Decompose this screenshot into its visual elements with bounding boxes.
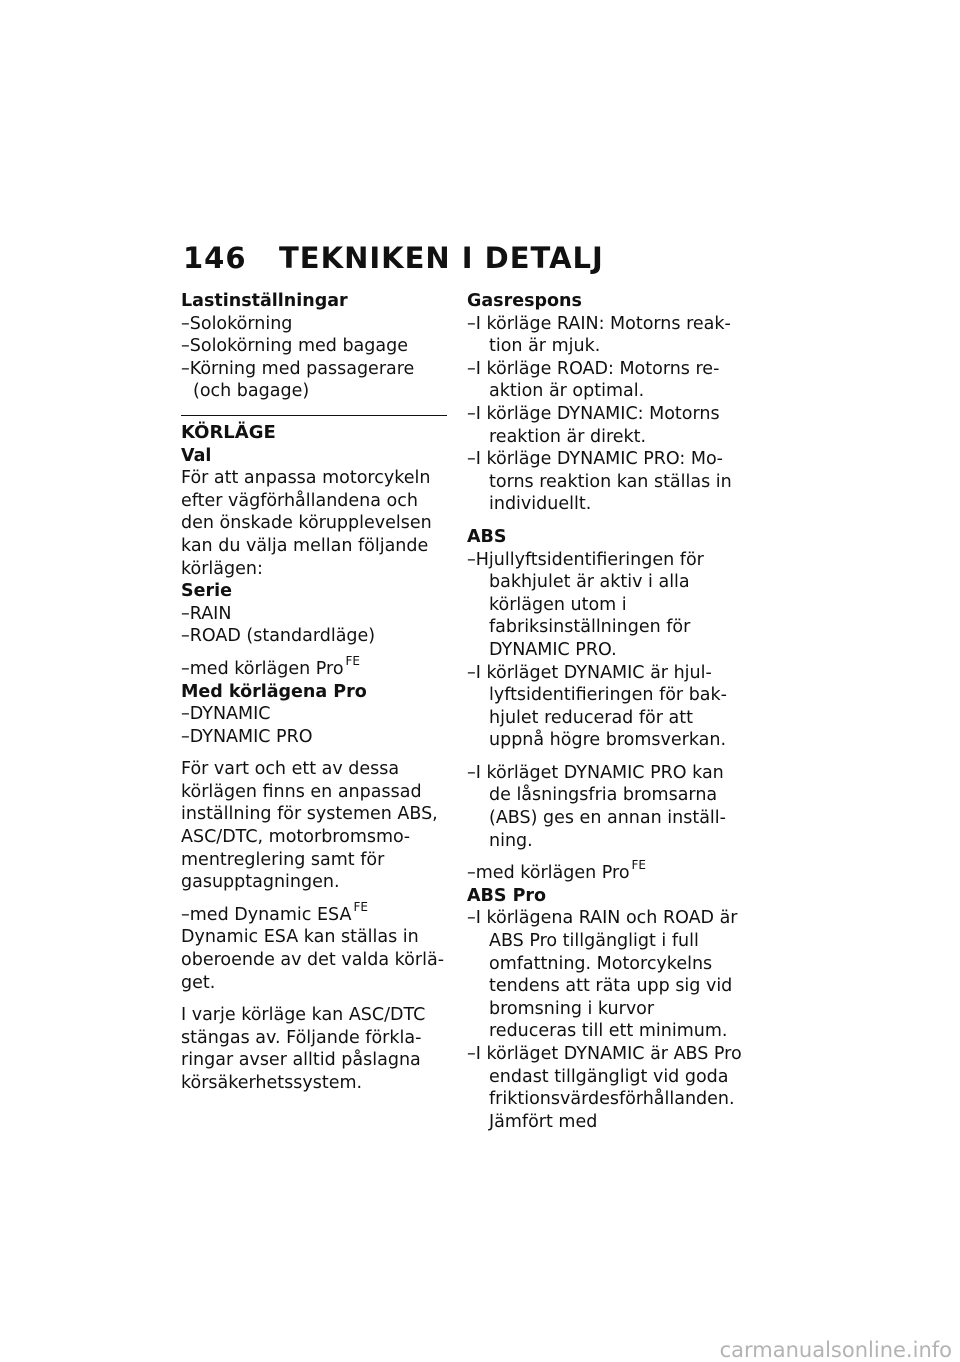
val-heading: Val [181,445,212,466]
serie-list [181,603,447,648]
gas-response-heading: Gasrespons [467,291,582,311]
spacer [181,994,447,1004]
list-item: –RAIN [181,603,232,624]
pro-option-note: –med körlägen Pro [181,658,344,679]
list-item: –Körning med passagerare (och bagage) [181,358,415,402]
right-column [467,290,742,1133]
list-item: –Solokörning med bagage [181,336,408,357]
spacer [181,748,447,758]
abs-pro-list [467,907,742,1133]
section-divider [181,415,447,416]
chapter-title: TEKNIKEN I DETALJ [279,241,604,275]
watermark: carmanualsonline.info [719,1338,952,1362]
list-item: –I körläge DYNAMIC: Motorns reaktion är direkt. [467,403,720,447]
load-settings-heading: Lastinställningar [181,291,348,311]
page-header [183,240,783,276]
spacer [467,516,742,526]
list-item: –I körläge ROAD: Motorns reaktion är optimal. [467,358,720,402]
load-settings-list [181,313,447,403]
left-column [181,290,447,1095]
pro-option-note: –med körlägen Pro [467,863,630,884]
abs-pro-mode-list [467,762,742,852]
spacer [467,852,742,862]
fe-superscript: FE [631,858,647,873]
gas-response-list [467,313,742,516]
serie-heading: Serie [181,581,232,602]
option-note [467,858,742,885]
option-note [181,899,447,927]
list-item: –Solokörning [181,313,293,334]
abs-list [467,549,742,752]
list-item: –I körläget DYNAMIC PRO kan de låsningsfria bromsarna (ABS) ges en annan inställning. [467,762,726,851]
val-paragraph: För att anpassa motorcykeln efter vägförhållandena och den önskade körupplevelsen kan du välja mellan följande körlägen: [181,468,432,579]
page-number: 146 [183,241,247,275]
pro-modes-heading: Med körlägena Pro [181,681,367,702]
list-item: –I körläget DYNAMIC är ABS Pro endast tillgängligt vid goda friktionsvärdesförhållanden. Jämfört med [467,1044,742,1132]
list-item: –DYNAMIC [181,704,271,725]
list-item: –I körlägena RAIN och ROAD är ABS Pro tillgängligt i full omfattning. Motorcykelns tendens att räta upp sig vid bromsning i kurvor reduceras till ett minimum. [467,908,738,1042]
modes-paragraph: För vart och ett av dessa körlägen finns en anpassad inställning för systemen ABS, ASC/DTC, motorbromsmomentreglering samt för gasupptagningen. [181,759,438,893]
esa-option-note: –med Dynamic ESA [181,904,352,925]
esa-paragraph: Dynamic ESA kan ställas in oberoende av det valda körläget. [181,927,445,993]
fe-superscript: FE [353,899,368,914]
spacer [181,894,447,904]
list-item: –I körläge RAIN: Motorns reaktion är mjuk. [467,313,731,357]
spacer [181,648,447,658]
abs-heading: ABS [467,526,507,547]
section-title: KÖRLÄGE [181,421,276,443]
list-item: –DYNAMIC PRO [181,726,313,747]
fe-superscript: FE [345,653,361,668]
abs-pro-heading: ABS Pro [467,885,547,906]
asc-paragraph: I varje körläge kan ASC/DTC stängas av. Följande förklaringar avser alltid påslagna körsäkerhetssystem. [181,1005,426,1093]
list-item: –Hjullyftsidentifieringen för bakhjulet är aktiv i alla körlägen utom i fabriksinställningen för DYNAMIC PRO. [467,549,704,660]
spacer [467,752,742,762]
list-item: –I körläget DYNAMIC är hjullyftsidentifieringen för bakhjulet reducerad för att uppnå högre bromsverkan. [467,662,727,751]
list-item: –ROAD (standardläge) [181,626,376,647]
list-item: –I körläge DYNAMIC PRO: Motorns reaktion kan ställas in individuellt. [467,449,732,515]
pro-modes-list [181,703,447,748]
option-note [181,653,447,681]
